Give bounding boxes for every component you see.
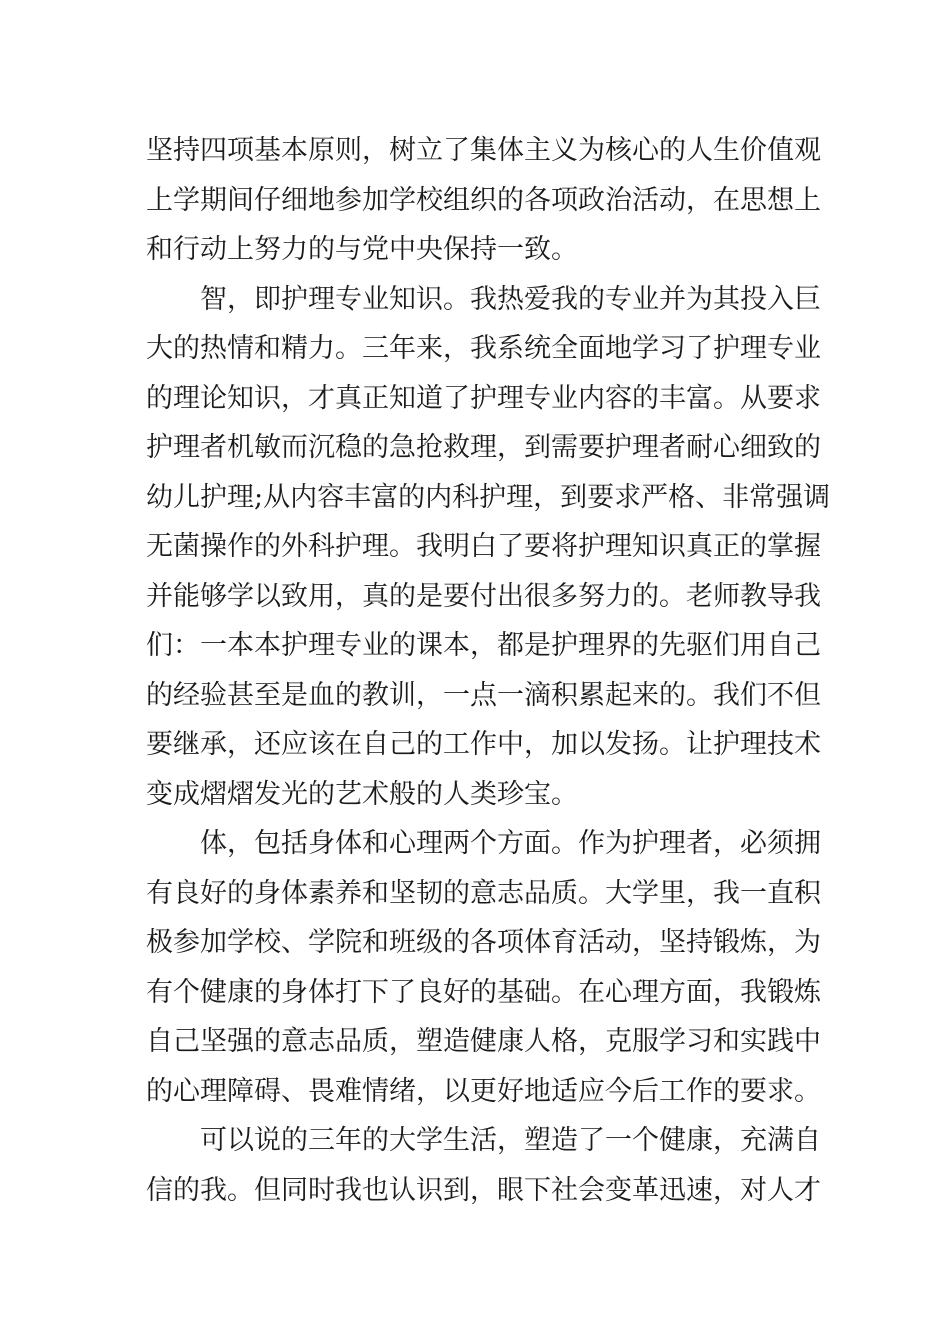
text-line: 自己坚强的意志品质，塑造健康人格，克服学习和实践中: [146, 1026, 821, 1057]
text-line: 无菌操作的外科护理。我明白了要将护理知识真正的掌握: [146, 531, 821, 562]
text-line: 上学期间仔细地参加学校组织的各项政治活动，在思想上: [146, 184, 821, 216]
paragraph-first-line: 智，即护理专业知识。我热爱我的专业并为其投入巨: [200, 283, 821, 315]
text-line: 有个健康的身体打下了良好的基础。在心理方面，我锻炼: [146, 976, 821, 1008]
text-line: 护理者机敏而沉稳的急抢救理，到需要护理者耐心细致的: [146, 432, 821, 463]
text-line: 们：一本本护理专业的课本，都是护理界的先驱们用自己: [146, 630, 821, 661]
text-line: 的经验甚至是血的教训，一点一滴积累起来的。我们不但: [146, 679, 821, 711]
text-line: 要继承，还应该在自己的工作中，加以发扬。让护理技术: [146, 729, 821, 760]
text-line: 变成熠熠发光的艺术般的人类珍宝。: [146, 778, 578, 810]
text-line: 并能够学以致用，真的是要付出很多努力的。老师教导我: [146, 580, 821, 612]
text-line: 坚持四项基本原则，树立了集体主义为核心的人生价值观: [146, 135, 821, 166]
text-line: 的理论知识，才真正知道了护理专业内容的丰富。从要求: [146, 382, 821, 414]
text-line: 幼儿护理;从内容丰富的内科护理，到要求严格、非常强调: [146, 481, 831, 513]
body-text: [146, 126, 831, 1215]
text-line: 大的热情和精力。三年来，我系统全面地学习了护理专业: [146, 333, 821, 364]
paragraph-first-line: 体，包括身体和心理两个方面。作为护理者，必须拥: [200, 828, 821, 859]
text-line: 有良好的身体素养和坚韧的意志品质。大学里，我一直积: [146, 877, 821, 909]
text-line: 极参加学校、学院和班级的各项体育活动，坚持锻炼，为: [146, 927, 821, 958]
text-line: 的心理障碍、畏难情绪，以更好地适应今后工作的要求。: [146, 1075, 821, 1107]
paragraph-first-line: 可以说的三年的大学生活，塑造了一个健康，充满自: [200, 1125, 821, 1156]
text-line: 和行动上努力的与党中央保持一致。: [146, 234, 578, 265]
text-line: 信的我。但同时我也认识到，眼下社会变革迅速，对人才: [146, 1174, 821, 1206]
